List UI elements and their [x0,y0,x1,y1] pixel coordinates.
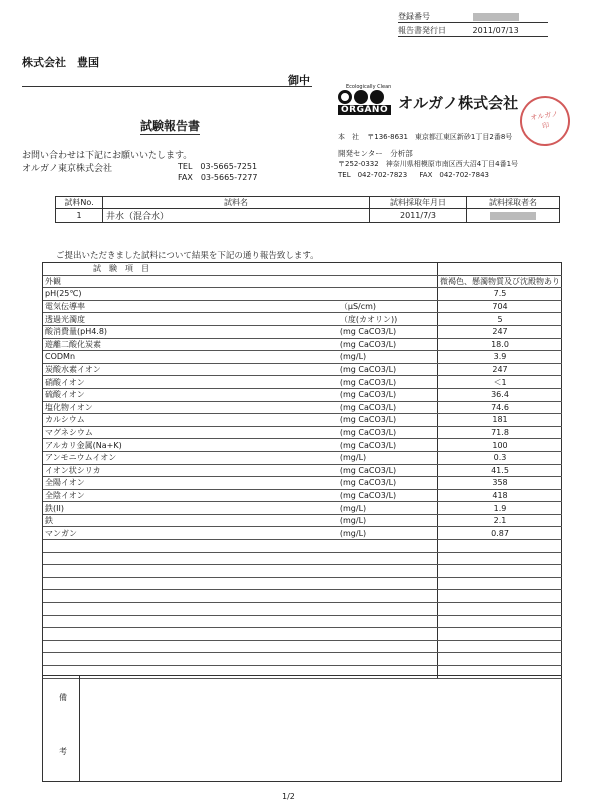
result-unit: (mg CaCO3/L) [314,439,438,452]
result-row [43,552,562,565]
result-row [43,590,562,603]
result-unit: (mg/L) [314,351,438,364]
result-unit [314,603,438,616]
result-unit [314,640,438,653]
result-value: 3.9 [438,351,563,364]
logo-company-name: オルガノ株式会社 [398,94,519,112]
result-item: 炭酸水素イオン [43,363,314,376]
result-row [43,514,562,527]
result-unit: (mg/L) [314,514,438,527]
result-row [43,615,562,628]
result-row [43,414,562,427]
result-unit: (mg CaCO3/L) [314,489,438,502]
honorific-line [22,72,312,87]
result-value [438,577,563,590]
result-value [438,640,563,653]
honorific: 御中 [288,74,310,87]
result-row [43,300,562,313]
result-item [43,590,314,603]
result-item: 透過光濁度 [43,313,314,326]
sample-row [56,209,560,223]
result-item: イオン状シリカ [43,464,314,477]
result-unit [314,288,438,301]
intro-text: ご提出いただきました試料について結果を下記の通り報告致します。 [56,251,319,261]
result-unit [314,540,438,553]
result-item: CODMn [43,351,314,364]
result-row [43,338,562,351]
results-header-row [43,263,562,275]
result-item: 全陰イオン [43,489,314,502]
sample-date-header: 試料採取年月日 [370,197,467,209]
result-unit [314,615,438,628]
result-item [43,540,314,553]
sample-header-row [56,197,560,209]
results-body [43,263,562,678]
result-row [43,451,562,464]
result-item: 塩化物イオン [43,401,314,414]
result-item: 鉄 [43,514,314,527]
result-item [43,577,314,590]
sample-no-header: 試料No. [56,197,103,209]
contact-company: オルガノ東京株式会社 [22,164,113,174]
issue-date: 2011/07/13 [472,26,519,35]
recipient: 株式会社 豊国 [22,56,99,69]
result-row [43,363,562,376]
result-value: 41.5 [438,464,563,477]
result-unit: (mg CaCO3/L) [314,401,438,414]
result-unit [314,565,438,578]
results-header-value [438,263,563,275]
result-unit: (mg CaCO3/L) [314,477,438,490]
results-header-unit [314,263,438,275]
result-item: pH(25℃) [43,288,314,301]
result-row [43,464,562,477]
results-box [42,262,562,782]
hq-row [338,132,512,142]
result-item [43,552,314,565]
result-row [43,401,562,414]
redacted-sampler [490,212,536,220]
sample-name-header: 試料名 [103,197,370,209]
result-row [43,653,562,666]
result-item [43,653,314,666]
result-value: 181 [438,414,563,427]
organo-logo [338,84,518,115]
contact-fax: FAX 03-5665-7277 [178,173,258,182]
result-item [43,565,314,578]
result-value [438,615,563,628]
result-item: アルカリ金属(Na+K) [43,439,314,452]
result-row [43,288,562,301]
result-unit: (mg/L) [314,451,438,464]
result-row [43,313,562,326]
result-value: ＜1 [438,376,563,389]
issue-date-row [398,25,548,37]
result-row [43,640,562,653]
result-item [43,615,314,628]
registration-row [398,11,548,23]
remarks-label-1: 備 [59,693,67,702]
result-value: 1.9 [438,502,563,515]
result-value: 247 [438,363,563,376]
results-header: 試 験 項 目 [43,263,314,275]
result-item: カルシウム [43,414,314,427]
result-value [438,552,563,565]
hq-address: 〒136-8631 東京都江東区新砂1丁目2番8号 [367,133,513,141]
redacted-registration [473,13,519,21]
result-value: 74.6 [438,401,563,414]
sampler-header: 試料採取者名 [467,197,560,209]
result-unit: (mg CaCO3/L) [314,464,438,477]
result-item: 硫酸イオン [43,388,314,401]
center-name: 開発センター 分析部 [338,149,413,158]
result-row [43,527,562,540]
sample-date: 2011/7/3 [370,209,467,223]
result-row [43,565,562,578]
hq-label: 本 社 [338,133,359,141]
result-item: マグネシウム [43,426,314,439]
result-value: 36.4 [438,388,563,401]
result-value: 2.1 [438,514,563,527]
logo-tagline: Ecologically Clean [346,84,392,90]
result-value: 0.3 [438,451,563,464]
result-unit [314,590,438,603]
result-value: 704 [438,300,563,313]
center-fax: FAX 042-702-7843 [419,171,489,179]
result-unit [314,577,438,590]
result-unit: (mg CaCO3/L) [314,388,438,401]
company-seal-stamp: オルガノ 印 [517,93,573,149]
result-item: 鉄(II) [43,502,314,515]
result-unit [314,628,438,641]
sample-no: 1 [56,209,103,223]
result-unit: (mg CaCO3/L) [314,338,438,351]
result-row [43,439,562,452]
result-value [438,628,563,641]
result-unit: (mg CaCO3/L) [314,363,438,376]
result-unit [314,275,438,288]
result-value: 5 [438,313,563,326]
result-row [43,325,562,338]
result-item: 遊離二酸化炭素 [43,338,314,351]
issue-date-label: 報告書発行日 [398,26,446,35]
remarks-label-cell [43,676,80,782]
sampler-name [467,209,560,223]
result-value: 18.0 [438,338,563,351]
result-row [43,388,562,401]
result-value: 0.87 [438,527,563,540]
result-value: 358 [438,477,563,490]
remarks-section [43,675,562,782]
result-unit: （度(カオリン)) [314,313,438,326]
logo-wordmark: ORGANO [338,105,391,115]
result-value: 100 [438,439,563,452]
result-value: 71.8 [438,426,563,439]
center-tel: TEL 042-702-7823 [338,171,408,179]
result-unit: (mg/L) [314,527,438,540]
result-unit: （μS/cm) [314,300,438,313]
result-value: 7.5 [438,288,563,301]
result-row [43,577,562,590]
result-row [43,376,562,389]
result-item: 電気伝導率 [43,300,314,313]
result-value [438,590,563,603]
result-row [43,477,562,490]
report-title: 試験報告書 [140,119,201,133]
result-unit: (mg CaCO3/L) [314,426,438,439]
results-table [43,263,562,679]
remarks-label-2: 考 [59,747,67,756]
result-item: アンモニウムイオン [43,451,314,464]
result-item [43,628,314,641]
contact-tel: TEL 03-5665-7251 [178,162,258,171]
page-number: 1/2 [282,792,295,801]
result-value: 247 [438,325,563,338]
result-item: 酸消費量(pH4.8) [43,325,314,338]
result-item [43,603,314,616]
sample-name: 井水（混合水） [103,209,370,223]
center-address: 〒252-0332 神奈川県相模原市南区西大沼4丁目4番1号 [338,160,519,168]
logo-dots-icon [338,90,391,104]
sample-table [55,196,560,223]
result-unit [314,552,438,565]
center-contact [338,170,489,180]
result-item [43,640,314,653]
result-unit: (mg CaCO3/L) [314,414,438,427]
result-value [438,565,563,578]
result-unit [314,653,438,666]
result-item: 硝酸イオン [43,376,314,389]
result-unit: (mg/L) [314,502,438,515]
result-item: マンガン [43,527,314,540]
result-row [43,502,562,515]
result-row [43,275,562,288]
result-value [438,603,563,616]
result-row [43,628,562,641]
registration-label: 登録番号 [398,12,430,21]
result-row [43,540,562,553]
inquiry-text: お問い合わせは下記にお願いいたします。 [22,151,193,161]
result-value: 微褐色、懸濁物質及び沈殿物あり [438,275,563,288]
result-value [438,540,563,553]
result-row [43,489,562,502]
result-item: 外観 [43,275,314,288]
result-row [43,351,562,364]
result-value [438,653,563,666]
result-unit: (mg CaCO3/L) [314,376,438,389]
result-unit: (mg CaCO3/L) [314,325,438,338]
result-row [43,603,562,616]
result-value: 418 [438,489,563,502]
result-row [43,426,562,439]
result-item: 全陽イオン [43,477,314,490]
